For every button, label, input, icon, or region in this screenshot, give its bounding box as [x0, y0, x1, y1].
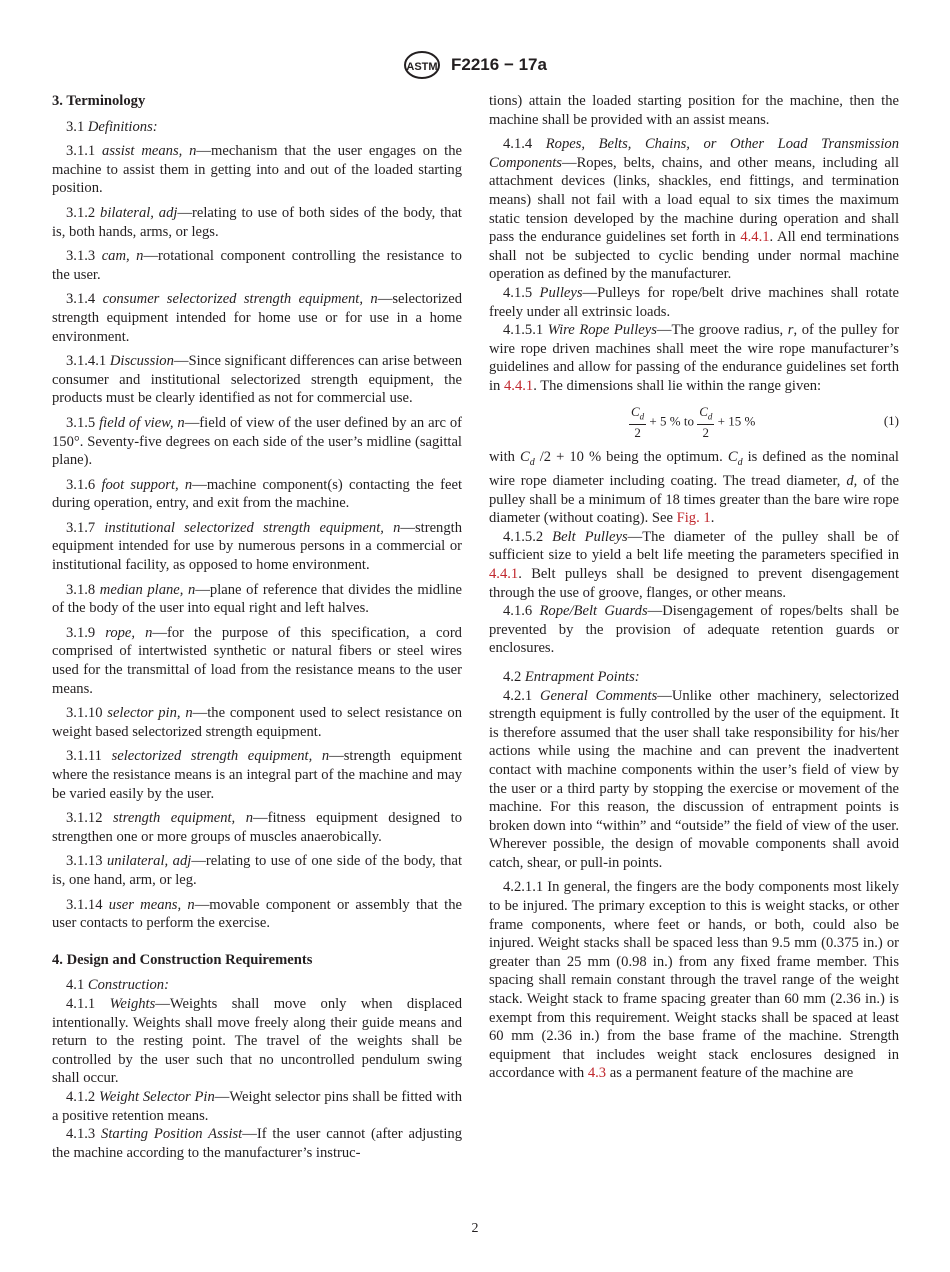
para-4-1-5: 4.1.5 Pulleys—Pulleys for rope/belt drive machines shall rotate freely under all extrinsic loads.	[489, 284, 899, 320]
document-id: F2216 − 17a	[451, 55, 547, 74]
ref-4-4-1[interactable]: 4.4.1	[740, 229, 770, 246]
para-3-1-7: 3.1.7 institutional selectorized strength equipment, n—strength equipment intended for use by numerous persons in a commercial or institutional facility, as opposed to home environment.	[52, 519, 462, 574]
para-3-1-13: 3.1.13 unilateral, adj—relating to use of one side of the body, that is, one hand, arm, or leg.	[52, 853, 463, 888]
ref-4-4-1[interactable]: 4.4.1	[489, 565, 519, 582]
para-4-1-3-continued: tions) attain the loaded starting position for the machine, then the machine shall be provided with an assist means.	[489, 93, 899, 128]
left-column	[52, 92, 462, 1162]
para-4-2-1: 4.2.1 General Comments—Unlike other machinery, selectorized strength equipment is fully controlled by the user of the equipment. It is therefore assumed that the user shall take responsibility for his/her actions while using the machine and can prevent the inadvertent contact with machine components within the user’s field of view by the user or a third party by stopping the exercise or movement of the machine. For this reason, the discussion of entrapment points is broken down into “within” and “outside” the field of view of the user. Wherever possible, the design of movable components shall avoid catch, shear, or pull-in points.	[489, 687, 900, 871]
para-3-1-2: 3.1.2 bilateral, adj—relating to use of both sides of the body, that is, both hands, arms, or legs.	[52, 204, 462, 240]
fraction-cd-over-2: $\frac{C_d}{2}$	[699, 403, 713, 441]
para-4-2-1-1: 4.2.1.1 In general, the fingers are the body components most likely to be injured. The primary exception to this is weight stacks, or other frame components, where feet or hands, or both, could also be injured. Weight stacks shall be spaced less than 9.5 mm (0.375 in.) or greater than 25 mm (0.98 in.) from any fixed frame member. This spacing shall remain constant through the travel range of the weight stack. Weight stack to frame spacing greater than 60 mm (2.36 in.) is exempt from this requirement. Weight stacks shall be spaced at least 60 mm (2.36 in.) from the base frame of the machine. Strength equipment that includes weight stack enclosures designed in accordance with 4.3 as a permanent feature of the machine are	[489, 879, 899, 1082]
section-4-heading: 4. Design and Construction Requirements	[52, 951, 313, 968]
right-column	[489, 92, 899, 1083]
para-4-1-5-1: 4.1.5.1 Wire Rope Pulleys—The groove radius, r, of the pulley for wire rope driven machines shall meet the wire rope manufacturer’s guidelines and allow for passing of the endurance guidelines set forth in 4.4.1. The dimensions shall lie within the range given:	[489, 322, 899, 394]
para-4-1: 4.1 Construction:	[66, 977, 169, 994]
para-3-1-4-1: 3.1.4.1 Discussion—Since significant differences can arise between consumer and institutional selectorized strength equipment, the products must be clearly identified as not for commercial use.	[52, 353, 463, 407]
fraction-cd-over-2: $\frac{C_d}{2}$	[631, 403, 645, 441]
para-3-1-4: 3.1.4 consumer selectorized strength equipment, n—selectorized strength equipment intended for home use or for use in a home environment.	[52, 291, 463, 345]
para-4-1-2: 4.1.2 Weight Selector Pin—Weight selector pins shall be fitted with a positive retention means.	[52, 1088, 462, 1124]
para-4-1-3: 4.1.3 Starting Position Assist—If the user cannot (after adjusting the machine according to the manufacturer’s instruc-	[52, 1126, 462, 1161]
para-3-1: 3.1 Definitions:	[66, 118, 158, 135]
para-3-1-8: 3.1.8 median plane, n—plane of reference that divides the midline of the body of the user into equal right and left halves.	[52, 581, 462, 617]
para-3-1-9: 3.1.9 rope, n—for the purpose of this specification, a cord comprised of intertwisted synthetic or natural fibers or steel wires used for the transmittal of load from the resistance means to the user means.	[52, 624, 462, 697]
para-3-1-5: 3.1.5 field of view, n—field of view of the user defined by an arc of 150°. Seventy-five degrees on each side of the user’s midline (sagittal plane).	[52, 414, 462, 469]
ref-fig-1[interactable]: Fig. 1	[676, 510, 711, 527]
para-3-1-6: 3.1.6 foot support, n—machine component(s) contacting the feet during operation, entry, and exit from the machine.	[52, 476, 462, 512]
para-3-1-3: 3.1.3 cam, n—rotational component controlling the resistance to the user.	[52, 248, 462, 283]
para-3-1-14: 3.1.14 user means, n—movable component or assembly that the user contacts to perform the exercise.	[52, 896, 462, 932]
para-4-1-4: 4.1.4 Ropes, Belts, Chains, or Other Load Transmission Components—Ropes, belts, chains, and other means, including all attachment devices (links, shackles, end fittings, and termination means) shall not fail with a load equal to six times the maximum static tension developed by the machine during operation and shall pass the endurance guidelines set forth in 4.4.1. All end terminations shall not be subjected to cyclic bending under normal machine operation as defined by the manufacturer.	[489, 136, 899, 283]
page-header	[0, 50, 950, 80]
ref-4-4-1[interactable]: 4.4.1	[504, 377, 534, 394]
para-4-1-6: 4.1.6 Rope/Belt Guards—Disengagement of ropes/belts shall be prevented by the provision of adequate retention guards or enclosures.	[489, 603, 899, 657]
para-4-2: 4.2 Entrapment Points:	[503, 668, 640, 685]
para-3-1-11: 3.1.11 selectorized strength equipment, n—strength equipment where the resistance means is an integral part of the machine and may be varied easily by the user.	[52, 748, 462, 802]
equation-1: $\frac{C_d}{2}$ + 5 % to $\frac{C_d}{2}$ + 15 % (1)	[631, 403, 899, 441]
equation-number: (1)	[883, 412, 899, 428]
astm-logo-icon	[403, 50, 441, 80]
svg-text:ASTM: ASTM	[406, 61, 438, 73]
para-3-1-12: 3.1.12 strength equipment, n—fitness equipment designed to strengthen one or more groups of muscles anaerobically.	[52, 810, 462, 845]
para-4-1-1: 4.1.1 Weights—Weights shall move only when displaced intentionally. Weights shall move freely along their guide means and return to the resting point. The travel of the weights shall be controlled by the user such that no uncontrolled pendulum swing shall occur.	[52, 995, 462, 1087]
ref-4-3[interactable]: 4.3	[587, 1065, 607, 1082]
para-4-1-5-2: 4.1.5.2 Belt Pulleys—The diameter of the pulley shall be of sufficient size to yield a belt life meeting the parameters specified in 4.4.1. Belt pulleys shall be designed to prevent disengagement through the use of groove, flanges, or other means.	[489, 528, 900, 601]
section-3-heading: 3. Terminology	[52, 93, 146, 109]
para-with-cd: with $C_d$ /2 + 10 % being the optimum. $C_d$ is defined as the nominal wire rope diameter including coating. The tread diameter, d, of the pulley shall be a minimum of 18 times greater than the bare wire rope diameter (without coating). See Fig. 1.	[489, 448, 899, 527]
page-number: 2	[471, 1221, 479, 1236]
para-3-1-10: 3.1.10 selector pin, n—the component used to select resistance on weight based selectorized strength equipment.	[52, 705, 463, 740]
para-3-1-1: 3.1.1 assist means, n—mechanism that the user engages on the machine to assist them in getting into and out of the loaded starting position.	[52, 143, 462, 197]
